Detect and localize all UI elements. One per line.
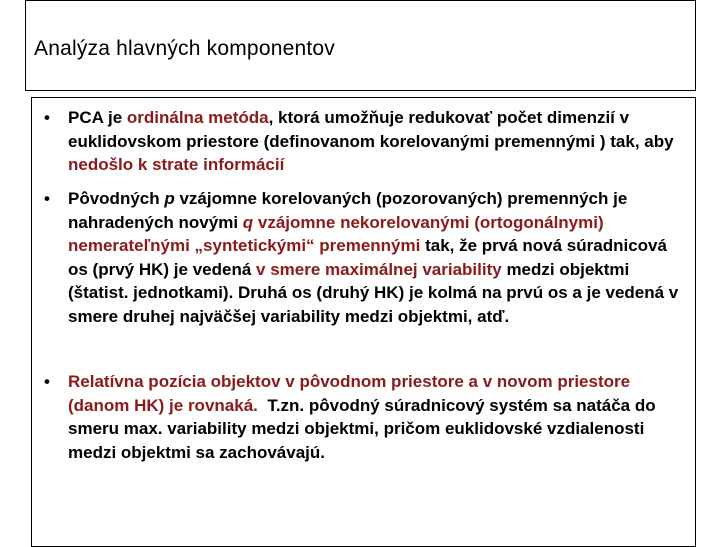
bullet-segment-highlight: ordinálna metóda [126,108,269,127]
bullet-item-variables [44,187,684,328]
bullet-segment: medzi objektmi (štatist. jednotkami). Druhá os (druhý HK) je kolmá na prvú os a je vedená v smere druhej najväčšej variability medzi objektmi, atď. [68,259,679,326]
bullet-segment: vzájomne korelovaných (pozorovaných) premenných je nahradených novými [68,189,628,232]
bullet-item-relative-position [44,370,684,464]
bullet-segment-highlight: v smere maximálnej variability [256,259,502,279]
bullet-segment: tak, že prvá nová súradnicová os (prvý HK) je vedená [68,236,667,279]
bullet-marker: • [44,108,50,127]
bullet-segment: PCA je [68,108,127,127]
bullet-segment-italic: p [164,189,175,208]
bullet-segment: T.zn. pôvodný súradnicový systém sa natáča do smeru max. variability medzi objektmi, pričom euklidovské vzdialenosti medzi objektmi sa zachovávajú. [68,395,661,462]
bullet-text [68,370,684,464]
bullet-segment: , ktorá umožňuje redukovať počet dimenzií v euklidovskom priestore (definovanom korelovanými premennými ) tak, aby [68,108,674,151]
bullet-segment-highlight: vzájomne nekorelovanými (ortogonálnymi) nemerateľnými „syntetickými“ premennými [68,212,604,255]
bullet-text [68,106,684,177]
bullet-marker: • [44,189,50,208]
bullet-segment: Pôvodných [68,189,165,208]
bullet-segment-highlight: q [242,212,254,232]
bullet-marker: • [44,372,50,391]
bullet-item-pca-definition [44,106,684,177]
bullet-segment-highlight: Relatívna pozícia objektov v pôvodnom priestore a v novom priestore (danom HK) je rovnaká. [68,372,631,415]
content-box [31,97,696,547]
slide-title: Analýza hlavných komponentov [34,37,335,60]
title-box [25,0,696,91]
bullet-segment-highlight: nedošlo k strate informácií [68,155,285,174]
bullet-text [68,187,684,328]
